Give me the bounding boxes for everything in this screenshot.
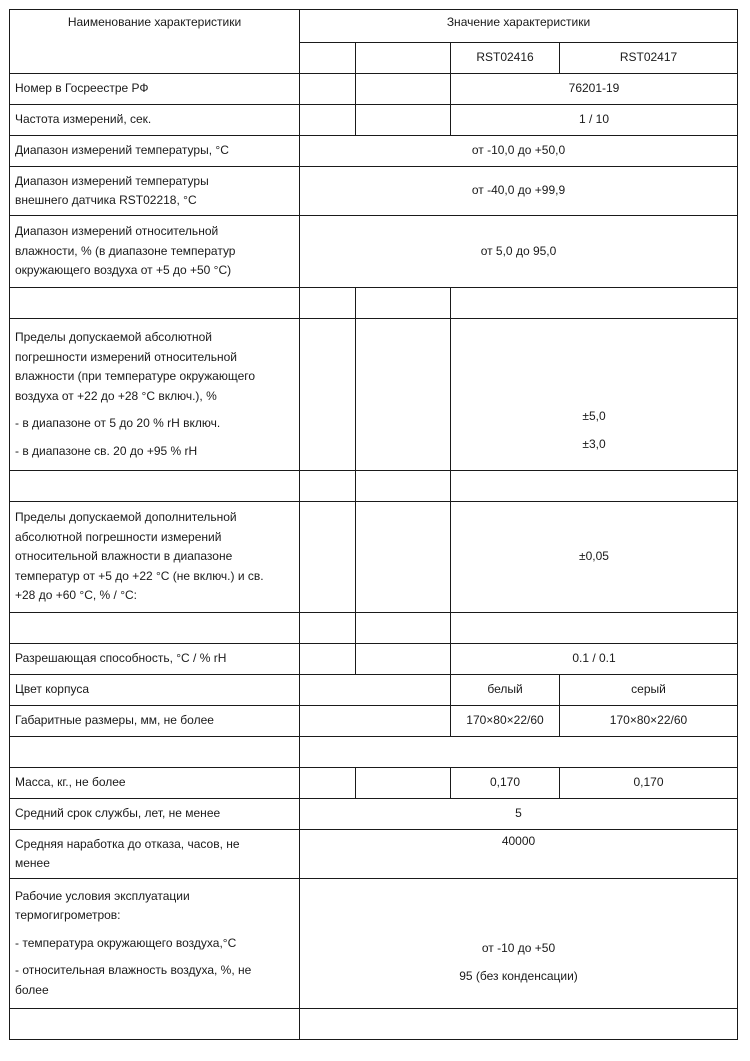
- conditions-value-1: от -10 до +50: [481, 941, 556, 955]
- conditions-label-line: термогигрометров:: [15, 908, 121, 923]
- conditions-sub-1: - температура окружающего воздуха,°С: [15, 935, 237, 950]
- spec-table: [9, 9, 738, 1040]
- row-value: [300, 216, 738, 288]
- add-error-label-line: относительной влажности в диапазоне: [15, 549, 233, 564]
- model-2-label: RST02417: [619, 50, 678, 65]
- mtbf-value: 40000: [501, 834, 536, 848]
- row-value: [451, 644, 738, 675]
- row-label: [10, 644, 300, 675]
- row-label: [10, 216, 300, 288]
- hum-range-label-line: влажности, % (в диапазоне температур: [15, 243, 236, 258]
- row-value: [300, 167, 738, 216]
- row-label: [10, 768, 300, 799]
- empty-cell: [356, 502, 451, 613]
- table-row: [10, 768, 738, 799]
- empty-cell: [300, 288, 356, 319]
- dimensions-value-2: 170×80×22/60: [609, 713, 688, 728]
- hum-range-label-line: окружающего воздуха от +5 до +50 °С): [15, 263, 232, 278]
- temp-range-value: от -10,0 до +50,0: [471, 143, 566, 158]
- table-row: [10, 105, 738, 136]
- row-value: [451, 768, 560, 799]
- empty-cell: [356, 319, 451, 471]
- abs-error-value-2: ±3,0: [582, 436, 606, 451]
- empty-cell: [300, 105, 356, 136]
- mtbf-label-line: Средняя наработка до отказа, часов, не: [15, 836, 240, 851]
- table-row: [10, 167, 738, 216]
- model-1-label: RST02416: [476, 50, 534, 65]
- empty-cell: [300, 675, 451, 706]
- abs-error-label-line: воздуха от +22 до +28 °С включ.), %: [15, 388, 217, 403]
- add-error-label-line: температур от +5 до +22 °С (не включ.) и св.: [15, 568, 264, 583]
- empty-cell: [300, 737, 738, 768]
- abs-error-sub-2: - в диапазоне св. 20 до +95 % rH: [15, 443, 198, 458]
- table-row: [10, 644, 738, 675]
- color-value-2: серый: [631, 682, 666, 697]
- row-value: [451, 105, 738, 136]
- service-life-value: 5: [515, 806, 522, 821]
- color-value-1: белый: [487, 682, 523, 697]
- table-row: [10, 74, 738, 105]
- header-name-label: Наименование характеристики: [67, 15, 242, 29]
- hum-range-value: от 5,0 до 95,0: [480, 243, 557, 258]
- empty-row: [10, 1009, 738, 1040]
- mass-value-1: 0,170: [489, 775, 521, 790]
- empty-cell: [356, 613, 451, 644]
- mass-value-2: 0,170: [633, 775, 664, 790]
- abs-error-value-1: ±5,0: [582, 409, 606, 423]
- add-error-label-line: абсолютной погрешности измерений: [15, 529, 222, 544]
- abs-error-label-line: влажности (при температуре окружающего: [15, 369, 256, 383]
- row-label: [10, 105, 300, 136]
- empty-cell: [356, 288, 451, 319]
- empty-cell: [356, 74, 451, 105]
- conditions-sub-2: - относительная влажность воздуха, %, не: [15, 963, 252, 978]
- row-value: [560, 675, 738, 706]
- row-value: [451, 319, 738, 471]
- registry-value: 76201-19: [568, 81, 620, 96]
- row-value: [300, 830, 738, 879]
- empty-cell: [300, 706, 451, 737]
- row-value: [451, 706, 560, 737]
- row-label: [10, 830, 300, 879]
- model-1-cell: [451, 43, 560, 74]
- model-2-cell: [560, 43, 738, 74]
- row-label: [10, 136, 300, 167]
- dimensions-value-1: 170×80×22/60: [466, 713, 544, 728]
- empty-cell: [10, 1009, 300, 1040]
- empty-cell: [10, 471, 300, 502]
- add-error-label-line: Пределы допускаемой дополнительной: [15, 510, 237, 525]
- temp-range-label: Диапазон измерений температуры, °С: [15, 143, 229, 158]
- table-row: [10, 319, 738, 471]
- registry-label: Номер в Госреестре РФ: [15, 81, 149, 96]
- mtbf-label-line: менее: [15, 856, 50, 870]
- dimensions-label: Габаритные размеры, мм, не более: [15, 713, 214, 728]
- empty-cell: [300, 319, 356, 471]
- abs-error-sub-1: - в диапазоне от 5 до 20 % rH включ.: [15, 416, 221, 430]
- empty-cell: [451, 613, 738, 644]
- table-row: [10, 136, 738, 167]
- frequency-label: Частота измерений, сек.: [15, 112, 152, 127]
- empty-cell: [10, 613, 300, 644]
- empty-row: [10, 737, 738, 768]
- hum-range-label-line: Диапазон измерений относительной: [15, 224, 219, 239]
- ext-temp-value: от -40,0 до +99,9: [471, 183, 566, 198]
- row-value: [300, 136, 738, 167]
- row-value: [560, 768, 738, 799]
- empty-cell: [356, 43, 451, 74]
- resolution-label: Разрешающая способность, °С / % rH: [15, 651, 227, 666]
- conditions-sub-2: более: [15, 982, 49, 997]
- empty-row: [10, 288, 738, 319]
- color-label: Цвет корпуса: [15, 682, 89, 697]
- row-label: [10, 879, 300, 1009]
- table-row: [10, 502, 738, 613]
- resolution-value: 0.1 / 0.1: [572, 651, 616, 666]
- add-error-value: ±0,05: [579, 549, 609, 564]
- empty-cell: [356, 768, 451, 799]
- ext-temp-label-line: Диапазон измерений температуры: [15, 173, 209, 188]
- row-value: [451, 74, 738, 105]
- row-value: [451, 502, 738, 613]
- empty-row: [10, 613, 738, 644]
- empty-row: [10, 471, 738, 502]
- table-row: [10, 216, 738, 288]
- row-value: [300, 879, 738, 1009]
- row-label: [10, 706, 300, 737]
- mass-label: Масса, кг., не более: [15, 775, 126, 790]
- table-row: [10, 706, 738, 737]
- ext-temp-label-line: внешнего датчика RST02218, °С: [15, 193, 197, 207]
- add-error-label-line: +28 до +60 °С, % / °С:: [15, 588, 137, 603]
- empty-cell: [300, 613, 356, 644]
- frequency-value: 1 / 10: [578, 112, 610, 127]
- table-row: [10, 830, 738, 879]
- table-row: [10, 675, 738, 706]
- row-label: [10, 167, 300, 216]
- service-life-label: Средний срок службы, лет, не менее: [15, 806, 221, 821]
- abs-error-label-line: погрешности измерений относительной: [15, 349, 238, 364]
- row-label: [10, 319, 300, 471]
- empty-cell: [300, 644, 356, 675]
- empty-cell: [451, 471, 738, 502]
- row-label: [10, 799, 300, 830]
- header-value-cell: [300, 10, 738, 43]
- empty-cell: [300, 502, 356, 613]
- empty-cell: [300, 471, 356, 502]
- row-label: [10, 675, 300, 706]
- empty-cell: [356, 644, 451, 675]
- conditions-value-2: 95 (без конденсации): [459, 968, 578, 983]
- empty-cell: [10, 737, 300, 768]
- row-label: [10, 74, 300, 105]
- table-row: [10, 799, 738, 830]
- header-value-label: Значение характеристики: [446, 15, 591, 29]
- row-value: [560, 706, 738, 737]
- empty-cell: [300, 768, 356, 799]
- empty-cell: [356, 471, 451, 502]
- empty-cell: [451, 288, 738, 319]
- empty-cell: [300, 1009, 738, 1040]
- conditions-label-line: Рабочие условия эксплуатации: [15, 888, 190, 903]
- abs-error-label-line: Пределы допускаемой абсолютной: [15, 330, 213, 344]
- row-value: [300, 799, 738, 830]
- row-value: [451, 675, 560, 706]
- empty-cell: [10, 288, 300, 319]
- table-row: [10, 879, 738, 1009]
- header-row: [10, 10, 738, 43]
- header-name-cell: [10, 10, 300, 74]
- empty-cell: [300, 74, 356, 105]
- empty-cell: [300, 43, 356, 74]
- row-label: [10, 502, 300, 613]
- empty-cell: [356, 105, 451, 136]
